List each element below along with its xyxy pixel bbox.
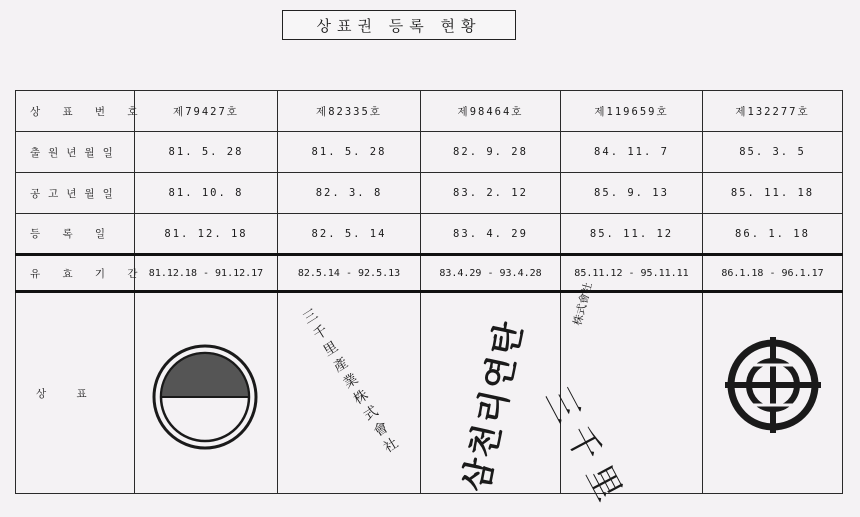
cell-registration-no: 제82335호 [278, 91, 421, 132]
crosshair-emblem-icon [703, 293, 843, 493]
table-row-registration-date [16, 214, 843, 255]
cell-publication-date: 81. 10. 8 [135, 173, 278, 214]
row-header-publication-date: 공고년월일 [16, 173, 135, 214]
cell-validity-period: 86.1.18 - 96.1.17 [703, 255, 843, 292]
row-header-registration-no: 상 표 번 호 [16, 91, 135, 132]
cell-registration-no: 제132277호 [703, 91, 843, 132]
cell-publication-date: 85. 9. 13 [561, 173, 703, 214]
cell-registration-date: 83. 4. 29 [421, 214, 561, 255]
cell-publication-date: 82. 3. 8 [278, 173, 421, 214]
table-row-publication-date [16, 173, 843, 214]
trademark-korean-brand: 삼천리연탄 [455, 316, 532, 496]
table-row-trademark [16, 292, 843, 494]
table-row-application-date [16, 132, 843, 173]
row-header-application-date: 출원년월일 [16, 132, 135, 173]
cell-validity-period: 85.11.12 - 95.11.11 [561, 255, 703, 292]
cell-registration-date: 86. 1. 18 [703, 214, 843, 255]
table-row-registration-no [16, 91, 843, 132]
trademark-logo-3 [421, 292, 561, 494]
cell-registration-date: 81. 12. 18 [135, 214, 278, 255]
cell-application-date: 85. 3. 5 [703, 132, 843, 173]
cell-application-date: 81. 5. 28 [135, 132, 278, 173]
cell-publication-date: 83. 2. 12 [421, 173, 561, 214]
trademark-small-hanja: 株式會社 [570, 281, 595, 327]
cell-application-date: 84. 11. 7 [561, 132, 703, 173]
trademark-registration-table [15, 90, 843, 517]
trademark-logo-5 [703, 292, 843, 494]
cell-registration-date: 82. 5. 14 [278, 214, 421, 255]
row-header-validity-period: 유 효 기 간 [16, 255, 135, 292]
trademark-logo-2 [278, 292, 421, 494]
cell-validity-period: 83.4.29 - 93.4.28 [421, 255, 561, 292]
table-row-validity-period [16, 255, 843, 292]
cell-validity-period: 82.5.14 - 92.5.13 [278, 255, 421, 292]
cell-publication-date: 85. 11. 18 [703, 173, 843, 214]
cell-application-date: 81. 5. 28 [278, 132, 421, 173]
semicircle-logo-icon [135, 293, 277, 493]
row-header-trademark-label: 상 표 [36, 387, 99, 400]
trademark-hanja-company-name: 三千里產業株式會社 [300, 306, 402, 457]
cell-validity-period: 81.12.18 - 91.12.17 [135, 255, 278, 292]
cell-registration-date: 85. 11. 12 [561, 214, 703, 255]
row-header-registration-date: 등 록 일 [16, 214, 135, 255]
cell-registration-no: 제98464호 [421, 91, 561, 132]
trademark-logo-4 [536, 281, 703, 517]
cell-registration-no: 제119659호 [561, 91, 703, 132]
cell-registration-no: 제79427호 [135, 91, 278, 132]
trademark-large-hanja: 三千里 [536, 380, 634, 517]
cell-application-date: 82. 9. 28 [421, 132, 561, 173]
trademark-logo-1 [135, 292, 278, 494]
row-header-trademark [16, 292, 135, 494]
page-title: 상표권 등록 현황 [282, 10, 516, 40]
